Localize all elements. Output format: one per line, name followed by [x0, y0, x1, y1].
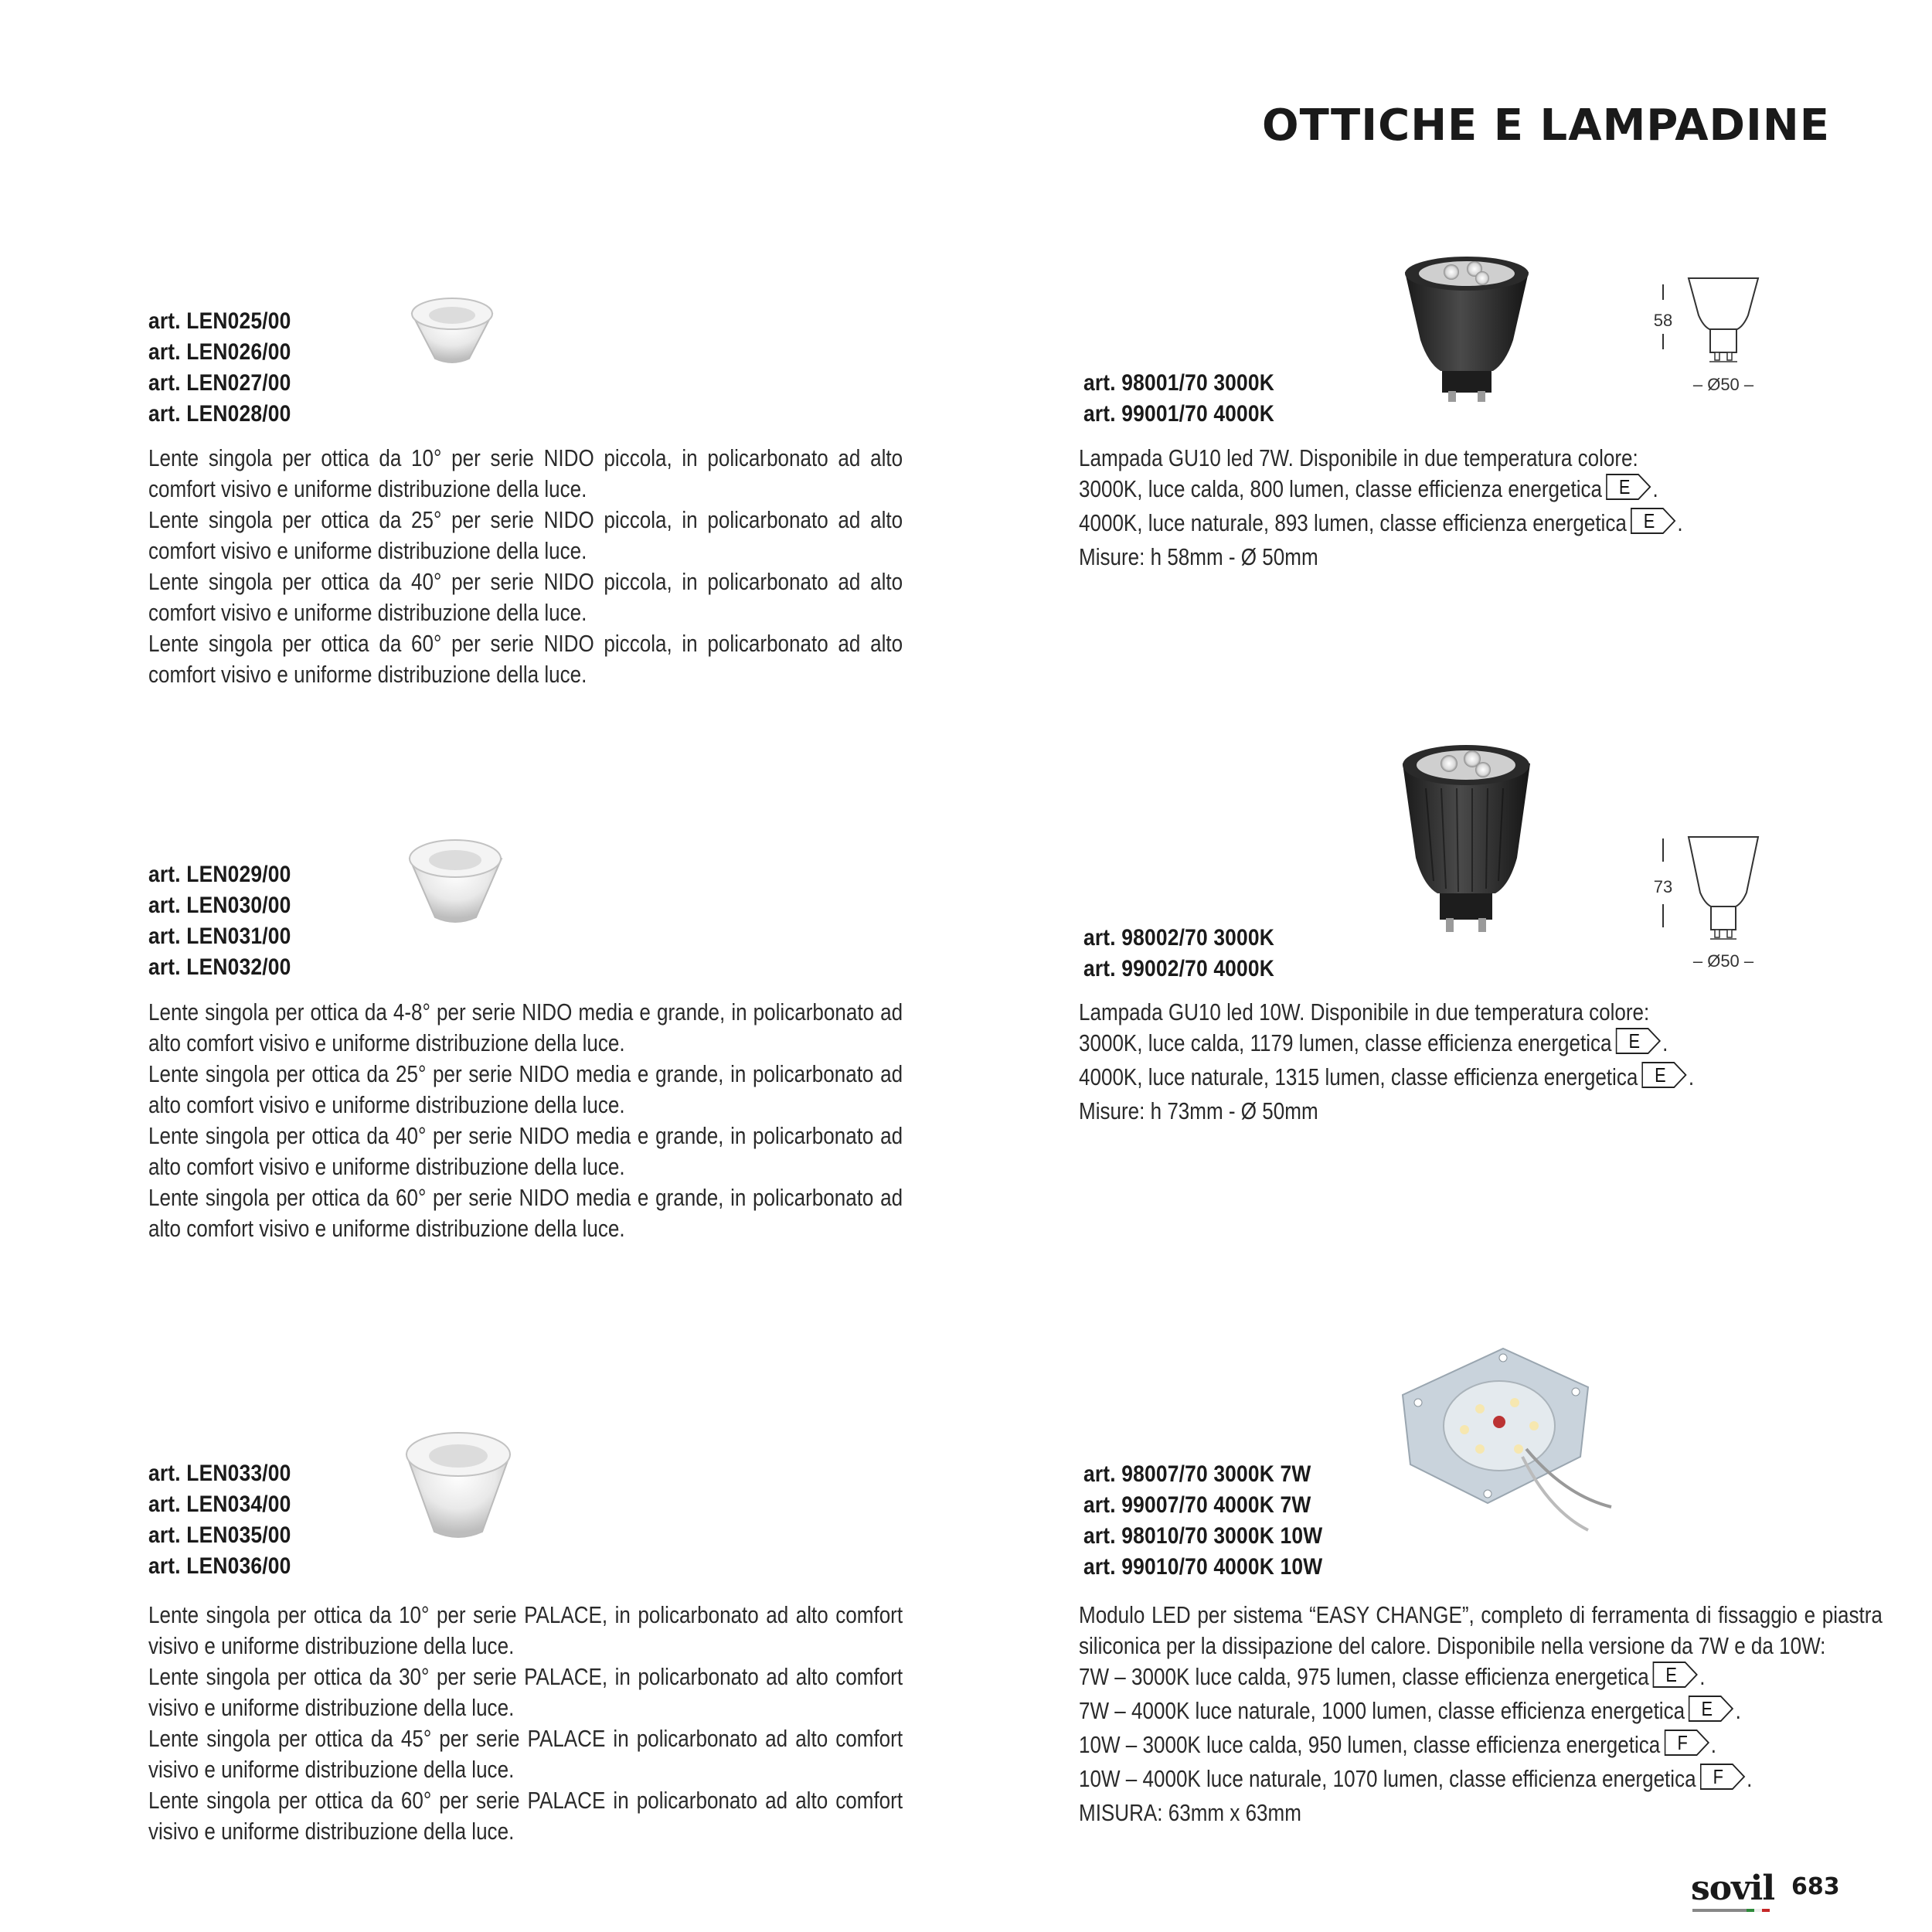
lens-paragraph: Lente singola per ottica da 4-8° per serie NIDO media e grande, in policarbonato ad alto comfort visivo e uniforme distribuzione della luce. [148, 998, 903, 1056]
article-code: art. 99001/70 4000K [1083, 401, 1275, 427]
energy-line-text: 4000K, luce naturale, 893 lumen, classe efficienza energetica [1079, 509, 1627, 536]
lamp-image-gu10-10w [1395, 742, 1538, 939]
module-intro: Modulo LED per sistema “EASY CHANGE”, completo di ferramenta di fissaggio e piastra siliconica per la dissipazione del calore. Disponibile nella versione da 7W e da 10W: [1079, 1601, 1883, 1659]
lens-description-3 [148, 1600, 903, 1847]
brand-flag-stripe [1692, 1909, 1770, 1912]
energy-line-text: 10W – 3000K luce calda, 950 lumen, classe efficienza energetica [1079, 1731, 1661, 1758]
article-code: art. 98010/70 3000K 10W [1083, 1523, 1323, 1549]
lens-paragraph: Lente singola per ottica da 25° per serie NIDO piccola, in policarbonato ad alto comfort visivo e uniforme distribuzione della luce. [148, 506, 903, 564]
article-code: art. 98007/70 3000K 7W [1083, 1461, 1311, 1487]
article-code: art. 98002/70 3000K [1083, 925, 1275, 951]
lamp-dimension-drawing-2 [1631, 831, 1777, 974]
article-code: art. LEN036/00 [148, 1553, 291, 1579]
lamp-measure: Misure: h 58mm - Ø 50mm [1079, 543, 1318, 570]
module-codes [1083, 1459, 1322, 1583]
energy-line-text: 10W – 4000K luce naturale, 1070 lumen, classe efficienza energetica [1079, 1765, 1696, 1792]
punctuation: . [1747, 1765, 1753, 1792]
lens-description-1 [148, 443, 903, 690]
energy-class-badge [1689, 1696, 1734, 1730]
lens-paragraph: Lente singola per ottica da 40° per serie NIDO piccola, in policarbonato ad alto comfort visivo e uniforme distribuzione della luce. [148, 568, 903, 626]
lamp-image-gu10-7w [1397, 255, 1536, 406]
energy-line-text: 3000K, luce calda, 1179 lumen, classe efficienza energetica [1079, 1029, 1612, 1056]
lens-image-palace [400, 1422, 516, 1546]
punctuation: . [1688, 1063, 1695, 1090]
lamp-description-1 [1079, 443, 1884, 573]
page-number: 683 [1791, 1873, 1840, 1900]
lamp-intro: Lampada GU10 led 10W. Disponibile in due temperatura colore: [1079, 998, 1650, 1026]
lens-paragraph: Lente singola per ottica da 60° per serie NIDO media e grande, in policarbonato ad alto comfort visivo e uniforme distribuzione della luce. [148, 1184, 903, 1242]
height-label: 73 [1653, 877, 1673, 896]
punctuation: . [1662, 1029, 1668, 1056]
article-code: art. LEN025/00 [148, 308, 291, 334]
article-code: art. LEN029/00 [148, 862, 291, 887]
punctuation: . [1677, 509, 1683, 536]
energy-line-text: 3000K, luce calda, 800 lumen, classe efficienza energetica [1079, 475, 1603, 502]
article-code: art. 99002/70 4000K [1083, 956, 1275, 981]
lens-paragraph: Lente singola per ottica da 10° per serie PALACE, in policarbonato ad alto comfort visivo e uniforme distribuzione della luce. [148, 1601, 903, 1659]
article-code: art. LEN031/00 [148, 923, 291, 949]
article-code: art. LEN028/00 [148, 401, 291, 427]
punctuation: . [1699, 1663, 1706, 1690]
lens-codes-3 [148, 1458, 291, 1582]
energy-class-letter: E [1628, 1030, 1640, 1053]
energy-class-badge [1616, 1028, 1662, 1062]
energy-line [1079, 1062, 1884, 1096]
article-code: art. LEN033/00 [148, 1461, 291, 1486]
lens-image-nido-small [406, 292, 498, 369]
energy-line [1079, 1028, 1884, 1062]
lens-codes-2 [148, 859, 291, 983]
energy-class-badge [1700, 1764, 1746, 1798]
article-code: art. LEN034/00 [148, 1492, 291, 1517]
punctuation: . [1652, 475, 1658, 502]
energy-line [1079, 508, 1884, 542]
article-code: art. LEN026/00 [148, 339, 291, 365]
energy-class-badge [1631, 508, 1676, 542]
lens-paragraph: Lente singola per ottica da 60° per serie PALACE in policarbonato ad alto comfort visivo e uniforme distribuzione della luce. [148, 1787, 903, 1845]
article-code: art. LEN027/00 [148, 370, 291, 396]
brand-logo: sovil [1691, 1869, 1775, 1908]
article-code: art. 98001/70 3000K [1083, 370, 1275, 396]
lens-paragraph: Lente singola per ottica da 45° per serie PALACE in policarbonato ad alto comfort visivo e uniforme distribuzione della luce. [148, 1725, 903, 1783]
energy-line [1079, 1764, 1883, 1798]
article-code: art. 99010/70 4000K 10W [1083, 1554, 1323, 1580]
article-code: art. LEN032/00 [148, 954, 291, 980]
energy-class-letter: E [1665, 1664, 1678, 1687]
energy-line [1079, 1696, 1883, 1730]
punctuation: . [1735, 1697, 1741, 1724]
lens-paragraph: Lente singola per ottica da 60° per serie NIDO piccola, in policarbonato ad alto comfort visivo e uniforme distribuzione della luce. [148, 630, 903, 688]
page-title: OTTICHE E LAMPADINE [1261, 100, 1830, 151]
article-code: art. 99007/70 4000K 7W [1083, 1492, 1311, 1518]
lamp-codes-2 [1083, 923, 1274, 985]
energy-class-badge [1641, 1062, 1687, 1096]
module-measure: MISURA: 63mm x 63mm [1079, 1799, 1301, 1826]
article-code: art. LEN035/00 [148, 1522, 291, 1548]
energy-line-text: 7W – 4000K luce naturale, 1000 lumen, classe efficienza energetica [1079, 1697, 1685, 1724]
energy-line [1079, 1730, 1883, 1764]
lens-paragraph: Lente singola per ottica da 40° per serie NIDO media e grande, in policarbonato ad alto comfort visivo e uniforme distribuzione della luce. [148, 1122, 903, 1180]
energy-line-text: 7W – 3000K luce calda, 975 lumen, classe efficienza energetica [1079, 1663, 1649, 1690]
article-code: art. LEN030/00 [148, 893, 291, 918]
lamp-intro: Lampada GU10 led 7W. Disponibile in due temperatura colore: [1079, 444, 1638, 471]
energy-class-badge [1653, 1662, 1699, 1696]
energy-class-badge [1606, 474, 1651, 508]
energy-line-text: 4000K, luce naturale, 1315 lumen, classe efficienza energetica [1079, 1063, 1638, 1090]
lamp-measure: Misure: h 73mm - Ø 50mm [1079, 1097, 1318, 1124]
lens-paragraph: Lente singola per ottica da 10° per serie NIDO piccola, in policarbonato ad alto comfort visivo e uniforme distribuzione della luce. [148, 444, 903, 502]
module-description [1079, 1600, 1883, 1828]
lamp-dimension-drawing-1 [1631, 270, 1777, 402]
lens-codes-1 [148, 306, 291, 430]
diameter-label: – Ø50 – [1692, 375, 1754, 394]
lens-image-nido-medium [403, 831, 508, 931]
energy-class-letter: E [1618, 476, 1631, 499]
energy-line [1079, 474, 1884, 508]
energy-class-letter: F [1677, 1732, 1688, 1755]
energy-class-letter: E [1655, 1064, 1666, 1087]
lens-description-2 [148, 997, 903, 1244]
height-label: 58 [1653, 311, 1673, 330]
energy-class-letter: F [1713, 1766, 1723, 1789]
lamp-description-2 [1079, 997, 1884, 1127]
lamp-codes-1 [1083, 368, 1274, 430]
energy-class-badge [1664, 1730, 1709, 1764]
lens-paragraph: Lente singola per ottica da 25° per serie NIDO media e grande, in policarbonato ad alto comfort visivo e uniforme distribuzione della luce. [148, 1060, 903, 1118]
diameter-label: – Ø50 – [1692, 951, 1754, 971]
punctuation: . [1710, 1731, 1717, 1758]
led-module-image [1387, 1341, 1619, 1542]
lens-paragraph: Lente singola per ottica da 30° per serie PALACE, in policarbonato ad alto comfort visivo e uniforme distribuzione della luce. [148, 1663, 903, 1721]
energy-class-letter: E [1701, 1698, 1713, 1721]
energy-line [1079, 1662, 1883, 1696]
energy-class-letter: E [1643, 510, 1655, 533]
